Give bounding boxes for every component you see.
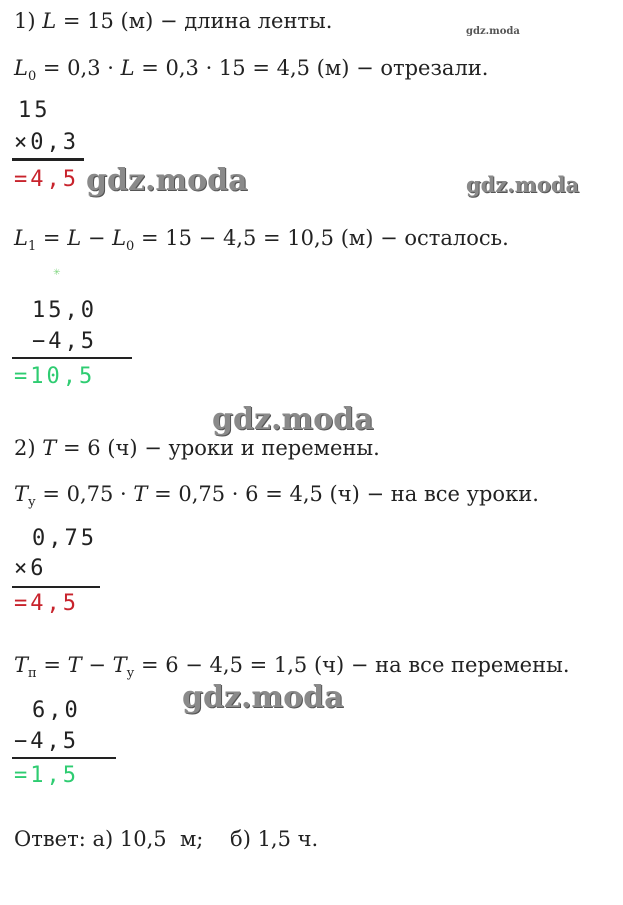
- sparkle-icon: ✳: [53, 268, 61, 278]
- watermark: gdz.moda: [182, 680, 344, 715]
- calc2-operand: −4,5: [32, 329, 97, 354]
- calc1-divider: [12, 158, 84, 161]
- part2-definition: 2) T = 6 (ч) − уроки и перемены.: [14, 436, 380, 460]
- answer: Ответ: а) 10,5 м; б) 1,5 ч.: [14, 827, 319, 851]
- part2-breaks-formula: $T_п = T - T_у = 6 - 4,5 = 1,5$ (ч) − на все перемены.: [14, 653, 570, 681]
- calc4-operand: −4,5: [14, 729, 79, 754]
- part1-remaining-formula: $L_1 = L - L_0 = 15 - 4,5 = 10,5$ (м) − осталось.: [14, 226, 509, 254]
- calc3-operand: ×6: [14, 556, 47, 581]
- watermark: gdz.moda: [212, 402, 374, 437]
- calc4-top: 6,0: [32, 698, 81, 723]
- calc1-top: 15: [18, 98, 51, 123]
- part2-lessons-formula: $T_у = 0,75 \cdot T = 0,75 \cdot 6 = 4,5$ (ч) − на все уроки.: [14, 482, 539, 510]
- calc1-result: =4,5: [14, 167, 79, 192]
- part1-cut-formula: $L_0 = 0,3 \cdot L = 0,3 \cdot 15 = 4,5$ (м) − отрезали.: [14, 56, 489, 84]
- calc1-operand: ×0,3: [14, 130, 79, 155]
- calc2-result: =10,5: [14, 364, 96, 389]
- part1-definition: 1) L = 15 (м) − длина ленты.: [14, 9, 333, 33]
- calc4-divider: [12, 757, 116, 759]
- calc2-top: 15,0: [32, 298, 97, 323]
- calc3-result: =4,5: [14, 591, 79, 616]
- watermark: gdz.moda: [466, 172, 580, 197]
- calc4-result: =1,5: [14, 763, 79, 788]
- watermark: gdz.moda: [86, 163, 248, 198]
- calc3-divider: [12, 586, 100, 588]
- calc2-divider: [12, 357, 132, 359]
- watermark-small: gdz.moda: [466, 26, 520, 37]
- calc3-top: 0,75: [32, 526, 97, 551]
